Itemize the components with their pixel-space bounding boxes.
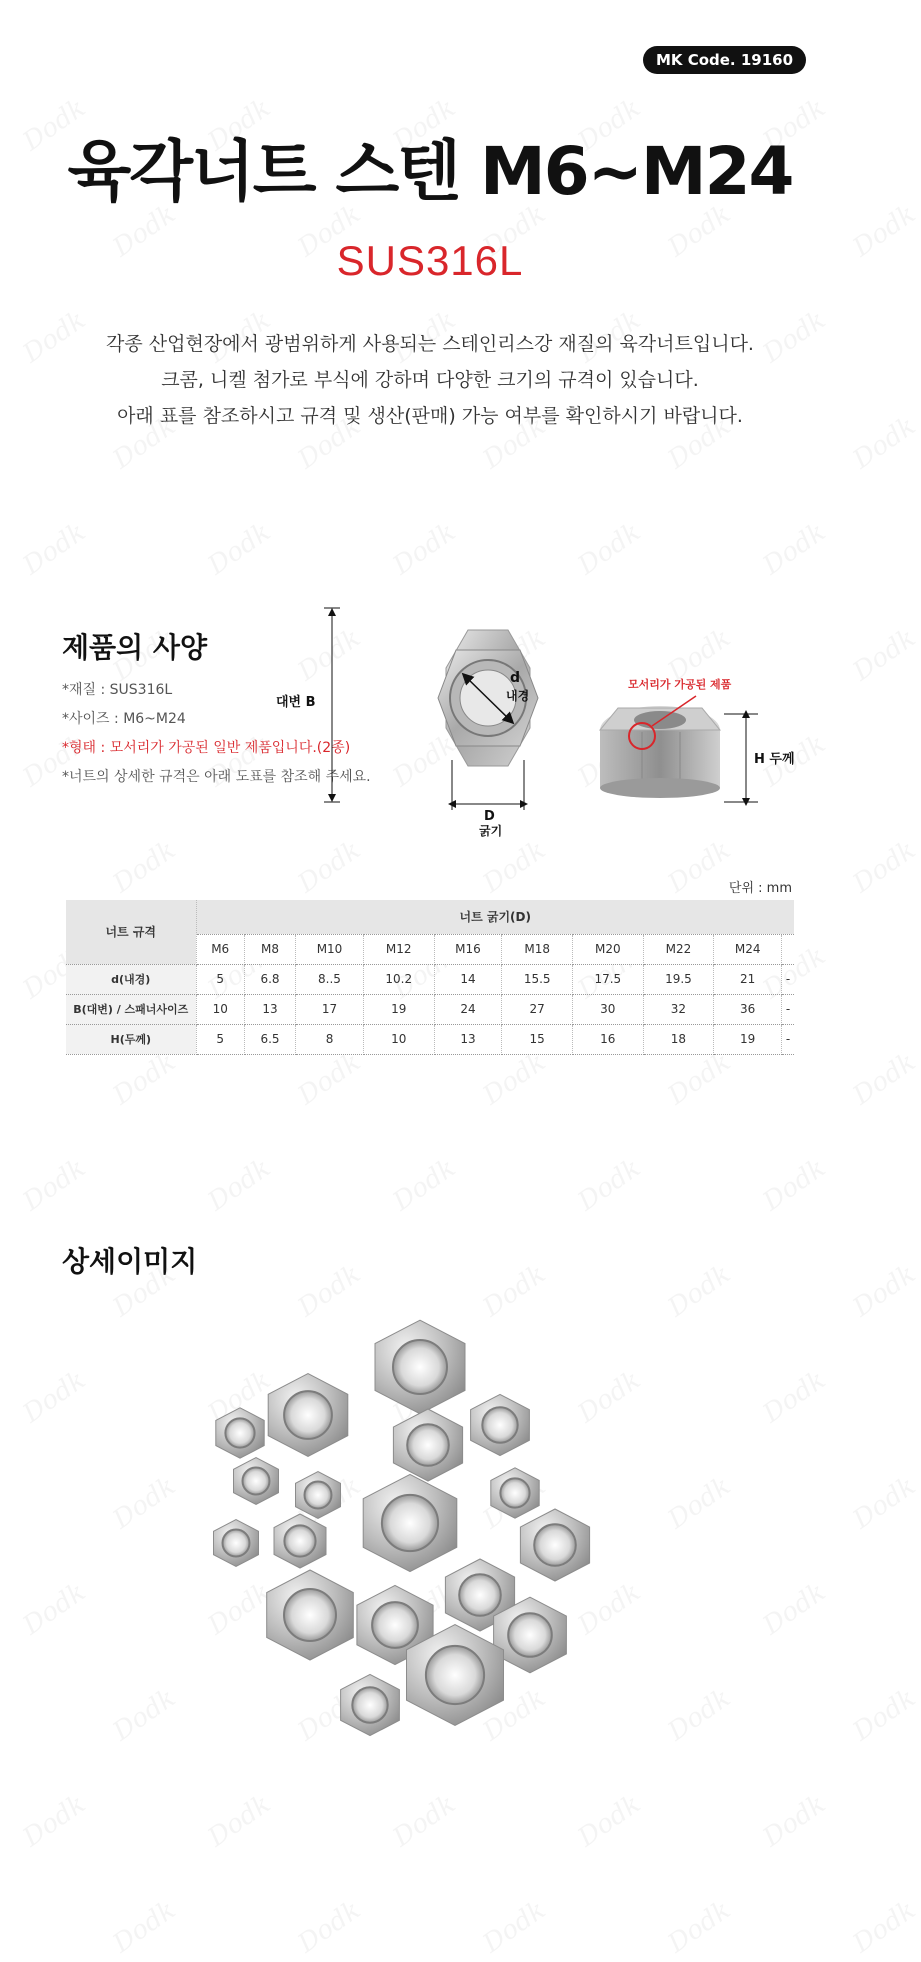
- material-subtitle: SUS316L: [336, 237, 524, 284]
- table-cell: 8..5: [296, 964, 364, 994]
- inner-diameter-letter: d: [510, 670, 521, 686]
- watermark-text: [18, 1153, 92, 1217]
- watermark-text: [663, 1683, 737, 1747]
- watermark-text: [758, 1365, 832, 1429]
- table-cell: 5: [196, 1024, 244, 1054]
- watermark-text: [758, 517, 832, 581]
- size-header: M18: [502, 934, 573, 964]
- watermark-text: [293, 1047, 367, 1111]
- intro-text: [0, 326, 860, 434]
- watermark-text: [573, 1789, 647, 1853]
- size-header: M24: [714, 934, 782, 964]
- table-cell: 13: [434, 1024, 502, 1054]
- watermark-text: [663, 1471, 737, 1535]
- nut-hole: [382, 1495, 438, 1551]
- nut-hole: [284, 1589, 336, 1641]
- watermark-text: [848, 1047, 921, 1111]
- corner-callout: 모서리가 가공된 제품: [628, 678, 732, 691]
- table-cell: 5: [196, 964, 244, 994]
- table-cell: 24: [434, 994, 502, 1024]
- watermark-text: [478, 835, 552, 899]
- page-title: 육각너트 스텐 M6~M24: [67, 133, 793, 210]
- nut-hole: [243, 1468, 270, 1495]
- watermark-text: [108, 835, 182, 899]
- nut-hole: [500, 1478, 529, 1507]
- table-row: [66, 1024, 794, 1054]
- width-b-label: 대변 B: [276, 695, 316, 710]
- table-cell: 8: [296, 1024, 364, 1054]
- outer-diameter-letter: D: [484, 809, 495, 824]
- nut-hole: [482, 1407, 517, 1442]
- table-cell: 32: [643, 994, 714, 1024]
- table-cell: -: [782, 964, 794, 994]
- watermark-text: [663, 1895, 737, 1959]
- watermark-text: [663, 1047, 737, 1111]
- table-cell: 27: [502, 994, 573, 1024]
- watermark-text: [18, 1365, 92, 1429]
- height-label: H 두께: [754, 752, 795, 767]
- table-cell: 14: [434, 964, 502, 994]
- watermark-text: [108, 1895, 182, 1959]
- size-header: M10: [296, 934, 364, 964]
- mk-code-badge: MK Code. 19160: [643, 46, 806, 74]
- table-corner-header: 너트 규격: [66, 900, 196, 964]
- spec-item-size: *사이즈 : M6~M24: [62, 711, 186, 727]
- watermark-text: [18, 517, 92, 581]
- size-header: M6: [196, 934, 244, 964]
- size-header: M12: [363, 934, 434, 964]
- watermark-text: [758, 1577, 832, 1641]
- row-label: H(두께): [66, 1024, 196, 1054]
- table-cell: 16: [573, 1024, 644, 1054]
- table-cell: 10: [363, 1024, 434, 1054]
- watermark-text: [848, 835, 921, 899]
- watermark-text: [573, 1153, 647, 1217]
- table-cell: 19: [363, 994, 434, 1024]
- watermark-text: [758, 1153, 832, 1217]
- table-cell: 10: [196, 994, 244, 1024]
- watermark-text: [848, 623, 921, 687]
- inner-diameter-label: 내경: [506, 689, 530, 703]
- size-header: M22: [643, 934, 714, 964]
- table-cell: 18: [643, 1024, 714, 1054]
- watermark-text: [573, 517, 647, 581]
- table-cell: 21: [714, 964, 782, 994]
- size-header: [782, 934, 794, 964]
- intro-line: 각종 산업현장에서 광범위하게 사용되는 스테인리스강 재질의 육각너트입니다.: [106, 333, 754, 355]
- table-cell: 19: [714, 1024, 782, 1054]
- detail-heading: 상세이미지: [62, 1245, 198, 1278]
- row-label: d(내경): [66, 964, 196, 994]
- table-cell: 13: [244, 994, 295, 1024]
- table-cell: 6.5: [244, 1024, 295, 1054]
- nut-hole: [407, 1424, 449, 1466]
- watermark-text: [293, 835, 367, 899]
- watermark-text: [663, 1259, 737, 1323]
- watermark-text: [108, 1471, 182, 1535]
- watermark-text: [203, 1153, 277, 1217]
- watermark-text: [478, 1895, 552, 1959]
- table-group-header: 너트 굵기(D): [196, 900, 794, 934]
- product-photo: [200, 1295, 640, 1775]
- watermark-text: [203, 517, 277, 581]
- nut-hole: [352, 1687, 387, 1722]
- spec-table: [66, 900, 794, 1055]
- table-cell: 15: [502, 1024, 573, 1054]
- watermark-text: [108, 1047, 182, 1111]
- nut-hole: [284, 1525, 315, 1556]
- watermark-text: [478, 1047, 552, 1111]
- watermark-text: [388, 517, 462, 581]
- row-label: B(대변) / 스패너사이즈: [66, 994, 196, 1024]
- watermark-text: [293, 1895, 367, 1959]
- nut-hole: [372, 1602, 418, 1648]
- nut-hole: [305, 1482, 332, 1509]
- table-cell: -: [782, 1024, 794, 1054]
- watermark-text: [388, 1789, 462, 1853]
- unit-label: 단위 : mm: [728, 881, 792, 896]
- watermark-text: [18, 1577, 92, 1641]
- watermark-text: [848, 1895, 921, 1959]
- nut-hole: [223, 1530, 250, 1557]
- spec-list: [62, 676, 371, 792]
- table-cell: 36: [714, 994, 782, 1024]
- spec-item-note: *너트의 상세한 규격은 아래 도표를 참조해 주세요.: [62, 769, 371, 785]
- table-row: [66, 994, 794, 1024]
- table-cell: 10.2: [363, 964, 434, 994]
- nut-hole: [508, 1613, 552, 1657]
- spec-item-form: *형태 : 모서리가 가공된 일반 제품입니다.(2종): [62, 740, 351, 756]
- nut-hole: [534, 1524, 576, 1566]
- table-row: [66, 964, 794, 994]
- table-cell: 15.5: [502, 964, 573, 994]
- intro-line: 아래 표를 참조하시고 규격 및 생산(판매) 가능 여부를 확인하시기 바랍니다.: [117, 405, 743, 427]
- watermark-text: [388, 1153, 462, 1217]
- watermark-text: [18, 1789, 92, 1853]
- table-cell: 17: [296, 994, 364, 1024]
- nut-hole: [426, 1646, 484, 1704]
- table-cell: 17.5: [573, 964, 644, 994]
- nut-dimension-diagram: [276, 612, 800, 824]
- table-cell: 30: [573, 994, 644, 1024]
- outer-diameter-label: 굵기: [479, 824, 503, 838]
- watermark-text: [663, 835, 737, 899]
- size-header: M20: [573, 934, 644, 964]
- table-cell: 6.8: [244, 964, 295, 994]
- intro-line: 크콤, 니켈 첨가로 부식에 강하며 다양한 크기의 규격이 있습니다.: [161, 369, 699, 391]
- nut-hole: [284, 1391, 332, 1439]
- nut-hole: [393, 1340, 447, 1394]
- spec-heading: 제품의 사양: [62, 631, 207, 664]
- watermark-text: [758, 1789, 832, 1853]
- nut-hole: [459, 1574, 501, 1616]
- watermark-text: [848, 1683, 921, 1747]
- size-header: M16: [434, 934, 502, 964]
- nut-hole: [225, 1418, 254, 1447]
- watermark-text: [108, 1683, 182, 1747]
- table-cell: -: [782, 994, 794, 1024]
- watermark-text: [203, 1789, 277, 1853]
- watermark-text: [848, 1471, 921, 1535]
- table-cell: 19.5: [643, 964, 714, 994]
- size-header: M8: [244, 934, 295, 964]
- watermark-text: [848, 1259, 921, 1323]
- spec-item-material: *재질 : SUS316L: [62, 682, 173, 698]
